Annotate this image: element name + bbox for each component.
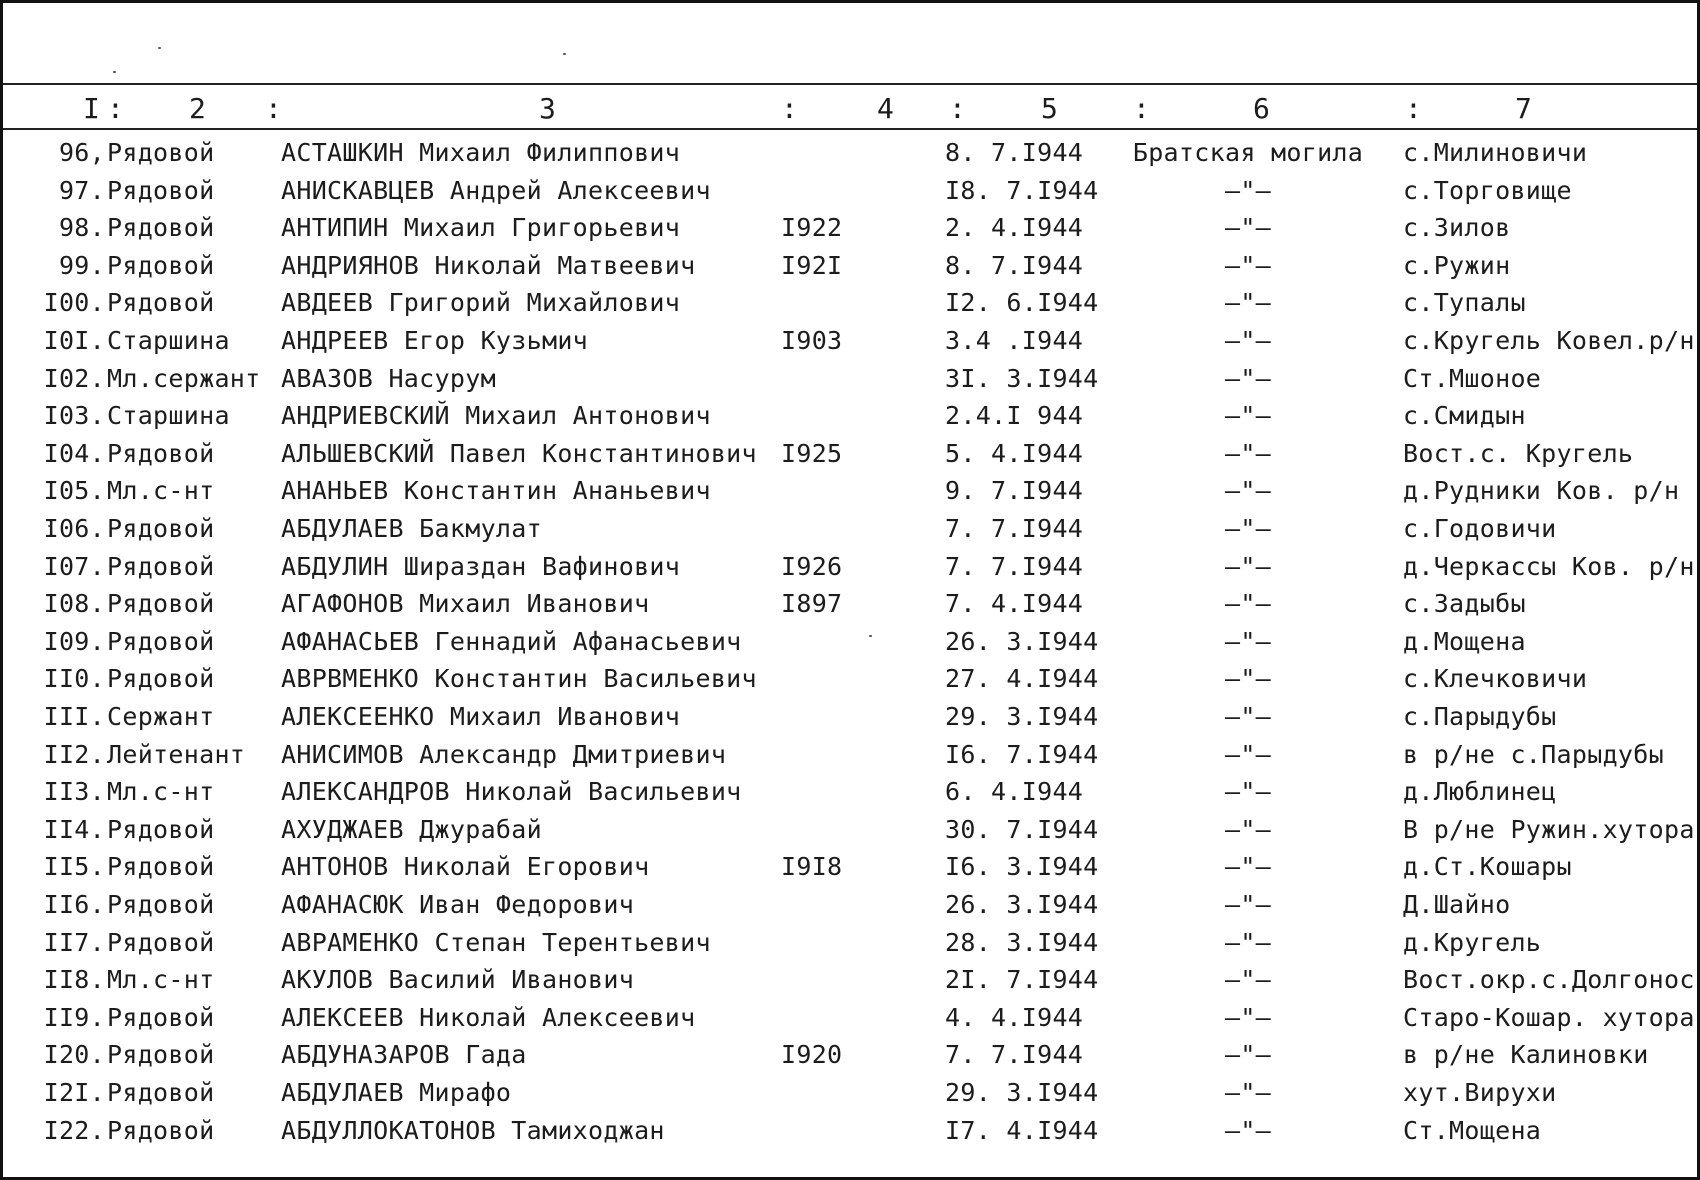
row-number: 96, (58, 138, 105, 167)
table-row (3, 698, 1700, 735)
military-rank: Сержант (107, 702, 215, 731)
full-name: АКУЛОВ Василий Иванович (281, 965, 635, 995)
col-header-6: 6 (1253, 92, 1270, 125)
row-number: I09. (43, 626, 105, 656)
full-name: АБДУНАЗАРОВ Гада (281, 1040, 527, 1070)
date-of-death: 8. 7.I944 (945, 138, 1084, 167)
date-of-death: I2. 6.I944 (945, 288, 1099, 318)
row-number: II6. (43, 890, 105, 919)
date-of-death: 3I. 3.I944 (945, 363, 1099, 393)
row-number: II2. (43, 739, 105, 769)
date-of-death: 7. 7.I944 (945, 514, 1084, 543)
full-name: АНТИПИН Михаил Григорьевич (281, 213, 681, 243)
full-name: АНДРИЯНОВ Николай Матвеевич (281, 250, 696, 280)
table-row (3, 886, 1700, 923)
burial-place: д.Рудники Ков. р/н (1403, 476, 1680, 506)
military-rank: Рядовой (107, 1002, 215, 1032)
date-of-death: 2.4.I 944 (945, 401, 1084, 431)
burial-place: хут.Вирухи (1403, 1078, 1557, 1107)
burial-place: Ст.Мшоное (1403, 363, 1542, 393)
date-of-death: 26. 3.I944 (945, 626, 1099, 656)
burial-place: Вост.окр.с.Долгонос (1403, 965, 1695, 995)
table-row (3, 773, 1700, 810)
date-of-death: I6. 3.I944 (945, 852, 1099, 882)
full-name: АЛЕКСАНДРОВ Николай Васильевич (281, 777, 742, 807)
military-rank: Рядовой (107, 213, 215, 243)
row-number: I20. (43, 1040, 105, 1070)
col-header-5: 5 (1041, 92, 1058, 125)
table-row (3, 548, 1700, 585)
full-name: АЛЕКСЕЕНКО Михаил Иванович (281, 702, 681, 731)
burial-place: с.Кругель Ковел.р/н (1403, 326, 1695, 355)
full-name: АНАНЬЕВ Константин Ананьевич (281, 476, 711, 506)
date-of-death: 5. 4.I944 (945, 438, 1084, 468)
burial-place: в р/не с.Парыдубы (1403, 739, 1664, 769)
military-rank: Рядовой (107, 1040, 215, 1070)
date-of-death: I8. 7.I944 (945, 175, 1099, 205)
full-name: АБДУЛАЕВ Мирафо (281, 1078, 512, 1107)
col-header-3: 3 (539, 92, 556, 125)
row-number: II4. (43, 814, 105, 844)
full-name: АВАЗОВ Насурум (281, 363, 496, 393)
date-of-death: 29. 3.I944 (945, 702, 1099, 731)
table-row (3, 961, 1700, 998)
burial-type: –"– (1224, 476, 1272, 506)
table-row (3, 736, 1700, 773)
row-number: 99. (58, 250, 105, 280)
col-separator: : (265, 92, 282, 125)
full-name: АНТОНОВ Николай Егорович (281, 852, 650, 882)
date-of-death: 9. 7.I944 (945, 476, 1084, 506)
col-separator: : (1405, 92, 1422, 125)
military-rank: Рядовой (107, 626, 215, 656)
scan-speck (563, 53, 566, 55)
military-rank: Рядовой (107, 1078, 215, 1107)
burial-place: в р/не Калиновки (1403, 1040, 1649, 1070)
military-rank: Рядовой (107, 250, 215, 280)
date-of-death: 2I. 7.I944 (945, 965, 1099, 995)
military-rank: Мл.с-нт (107, 965, 215, 995)
date-of-death: I7. 4.I944 (945, 1115, 1099, 1145)
burial-type: –"– (1224, 288, 1272, 318)
table-row (3, 322, 1700, 359)
table-row (3, 360, 1700, 397)
burial-type: –"– (1224, 777, 1272, 807)
table-row (3, 510, 1700, 547)
full-name: АВДЕЕВ Григорий Михайлович (281, 288, 681, 318)
header-bottom-rule (3, 128, 1697, 130)
burial-type: –"– (1224, 702, 1272, 731)
burial-type: –"– (1224, 326, 1272, 355)
birth-year: I926 (781, 551, 843, 581)
table-row (3, 134, 1700, 171)
row-number: II3. (43, 777, 105, 807)
birth-year: I925 (781, 438, 843, 468)
date-of-death: 7. 4.I944 (945, 589, 1084, 619)
row-number: I22. (43, 1115, 105, 1145)
row-number: I2I. (43, 1078, 105, 1107)
birth-year: I903 (781, 326, 843, 355)
burial-type: –"– (1224, 814, 1272, 844)
military-rank: Рядовой (107, 288, 215, 318)
date-of-death: 7. 7.I944 (945, 1040, 1084, 1070)
table-row (3, 1112, 1700, 1149)
burial-place: с.Тупалы (1403, 288, 1526, 318)
military-rank: Рядовой (107, 664, 215, 694)
full-name: АНИСИМОВ Александр Дмитриевич (281, 739, 727, 769)
col-separator: : (107, 92, 124, 125)
military-rank: Рядовой (107, 1115, 215, 1145)
table-row (3, 397, 1700, 434)
burial-type: –"– (1224, 250, 1272, 280)
burial-type: –"– (1224, 890, 1272, 919)
birth-year: I897 (781, 589, 843, 619)
burial-type: –"– (1224, 213, 1272, 243)
date-of-death: 26. 3.I944 (945, 890, 1099, 919)
birth-year: I920 (781, 1040, 843, 1070)
burial-place: с.Парыдубы (1403, 702, 1557, 731)
burial-type: –"– (1224, 626, 1272, 656)
burial-place: с.Ружин (1403, 250, 1511, 280)
col-separator: : (949, 92, 966, 125)
table-row (3, 585, 1700, 622)
date-of-death: 8. 7.I944 (945, 250, 1084, 280)
table-row (3, 1074, 1700, 1111)
table-row (3, 209, 1700, 246)
burial-type: –"– (1224, 401, 1272, 431)
full-name: АНИСКАВЦЕВ Андрей Алексеевич (281, 175, 711, 205)
row-number: 98. (58, 213, 105, 243)
burial-place: с.Зилов (1403, 213, 1511, 243)
col-header-2: 2 (189, 92, 206, 125)
military-rank: Мл.с-нт (107, 476, 215, 506)
scan-speck (113, 71, 116, 73)
full-name: АБДУЛЛОКАТОНОВ Тамиходжан (281, 1115, 665, 1145)
burial-type: –"– (1224, 438, 1272, 468)
col-header-1: I (83, 92, 100, 125)
burial-place: с.Задыбы (1403, 589, 1526, 619)
burial-type: –"– (1224, 664, 1272, 694)
row-number: I06. (43, 514, 105, 543)
table-row (3, 247, 1700, 284)
burial-type: –"– (1224, 363, 1272, 393)
full-name: АВРВМЕНКО Константин Васильевич (281, 664, 757, 694)
table-row (3, 924, 1700, 961)
burial-type: –"– (1224, 551, 1272, 581)
full-name: АЛЕКСЕЕВ Николай Алексеевич (281, 1002, 696, 1032)
date-of-death: 27. 4.I944 (945, 664, 1099, 694)
row-number: II9. (43, 1002, 105, 1032)
birth-year: I92I (781, 250, 843, 280)
military-rank: Рядовой (107, 890, 215, 919)
date-of-death: 30. 7.I944 (945, 814, 1099, 844)
military-rank: Старшина (107, 326, 230, 355)
row-number: II0. (43, 664, 105, 694)
full-name: АНДРИЕВСКИЙ Михаил Антонович (281, 401, 711, 431)
burial-type: –"– (1224, 1040, 1272, 1070)
military-rank: Рядовой (107, 551, 215, 581)
row-number: II8. (43, 965, 105, 995)
burial-type: –"– (1224, 739, 1272, 769)
burial-place: Ст.Мощена (1403, 1115, 1542, 1145)
table-row (3, 284, 1700, 321)
burial-place: с.Торговище (1403, 175, 1572, 205)
full-name: АФАНАСЬЕВ Геннадий Афанасьевич (281, 626, 742, 656)
col-header-4: 4 (877, 92, 894, 125)
burial-type: –"– (1224, 852, 1272, 882)
burial-type: –"– (1224, 965, 1272, 995)
burial-place: с.Смидын (1403, 401, 1526, 431)
burial-type: –"– (1224, 1115, 1272, 1145)
table-row (3, 472, 1700, 509)
table-row (3, 172, 1700, 209)
burial-place: д.Кругель (1403, 927, 1542, 957)
full-name: АБДУЛАЕВ Бакмулат (281, 514, 542, 543)
scan-speck (158, 47, 161, 49)
burial-place: В р/не Ружин.хутора (1403, 814, 1695, 844)
full-name: АВРАМЕНКО Степан Терентьевич (281, 927, 711, 957)
full-name: АГАФОНОВ Михаил Иванович (281, 589, 650, 619)
military-rank: Рядовой (107, 927, 215, 957)
burial-type: –"– (1224, 589, 1272, 619)
date-of-death: 7. 7.I944 (945, 551, 1084, 581)
date-of-death: I6. 7.I944 (945, 739, 1099, 769)
military-rank: Мл.с-нт (107, 777, 215, 807)
burial-place: д.Ст.Кошары (1403, 852, 1572, 882)
full-name: АНДРЕЕВ Егор Кузьмич (281, 326, 589, 355)
military-rank: Рядовой (107, 852, 215, 882)
burial-type: –"– (1224, 514, 1272, 543)
row-number: I07. (43, 551, 105, 581)
burial-type: –"– (1224, 175, 1272, 205)
row-number: I03. (43, 401, 105, 431)
table-row (3, 435, 1700, 472)
date-of-death: 6. 4.I944 (945, 777, 1084, 807)
burial-place: с.Клечковичи (1403, 664, 1588, 694)
row-number: I0I. (43, 326, 105, 355)
military-rank: Мл.сержант (107, 363, 261, 393)
full-name: АСТАШКИН Михаил Филиппович (281, 138, 681, 167)
military-rank: Лейтенант (107, 739, 246, 769)
date-of-death: 29. 3.I944 (945, 1078, 1099, 1107)
row-number: I04. (43, 438, 105, 468)
burial-place: д.Люблинец (1403, 777, 1557, 807)
full-name: АЛЬШЕВСКИЙ Павел Константинович (281, 438, 757, 468)
burial-place: Вост.с. Кругель (1403, 438, 1634, 468)
row-number: II5. (43, 852, 105, 882)
military-rank: Рядовой (107, 438, 215, 468)
table-row (3, 811, 1700, 848)
table-row (3, 999, 1700, 1036)
birth-year: I9I8 (781, 852, 843, 882)
row-number: I05. (43, 476, 105, 506)
burial-type: –"– (1224, 1002, 1272, 1032)
military-rank: Старшина (107, 401, 230, 431)
row-number: I00. (43, 288, 105, 318)
table-row (3, 660, 1700, 697)
burial-place: Старо-Кошар. хутора (1403, 1002, 1695, 1032)
birth-year: I922 (781, 213, 843, 243)
military-rank: Рядовой (107, 589, 215, 619)
military-rank: Рядовой (107, 175, 215, 205)
burial-type: –"– (1224, 927, 1272, 957)
date-of-death: 2. 4.I944 (945, 213, 1084, 243)
date-of-death: 28. 3.I944 (945, 927, 1099, 957)
full-name: АФАНАСЮК Иван Федорович (281, 890, 635, 919)
table-row (3, 623, 1700, 660)
table-row (3, 1036, 1700, 1073)
burial-place: с.Годовичи (1403, 514, 1557, 543)
header-top-rule (3, 83, 1697, 85)
burial-type: –"– (1224, 1078, 1272, 1107)
military-rank: Рядовой (107, 814, 215, 844)
col-header-7: 7 (1515, 92, 1532, 125)
full-name: АБДУЛИН Шираздан Вафинович (281, 551, 681, 581)
row-number: II7. (43, 927, 105, 957)
military-rank: Рядовой (107, 514, 215, 543)
date-of-death: 3.4 .I944 (945, 326, 1084, 355)
burial-place: д.Черкассы Ков. р/н (1403, 551, 1695, 581)
table-row (3, 848, 1700, 885)
military-rank: Рядовой (107, 138, 215, 167)
col-separator: : (1133, 92, 1150, 125)
full-name: АХУДЖАЕВ Джурабай (281, 814, 542, 844)
row-number: I08. (43, 589, 105, 619)
burial-place: Д.Шайно (1403, 890, 1511, 919)
col-separator: : (781, 92, 798, 125)
burial-type: Братская могила (1132, 138, 1364, 167)
date-of-death: 4. 4.I944 (945, 1002, 1084, 1032)
row-number: III. (43, 702, 105, 731)
burial-place: с.Милиновичи (1403, 138, 1588, 167)
row-number: 97. (58, 175, 105, 205)
burial-place: д.Мощена (1403, 626, 1526, 656)
row-number: I02. (43, 363, 105, 393)
